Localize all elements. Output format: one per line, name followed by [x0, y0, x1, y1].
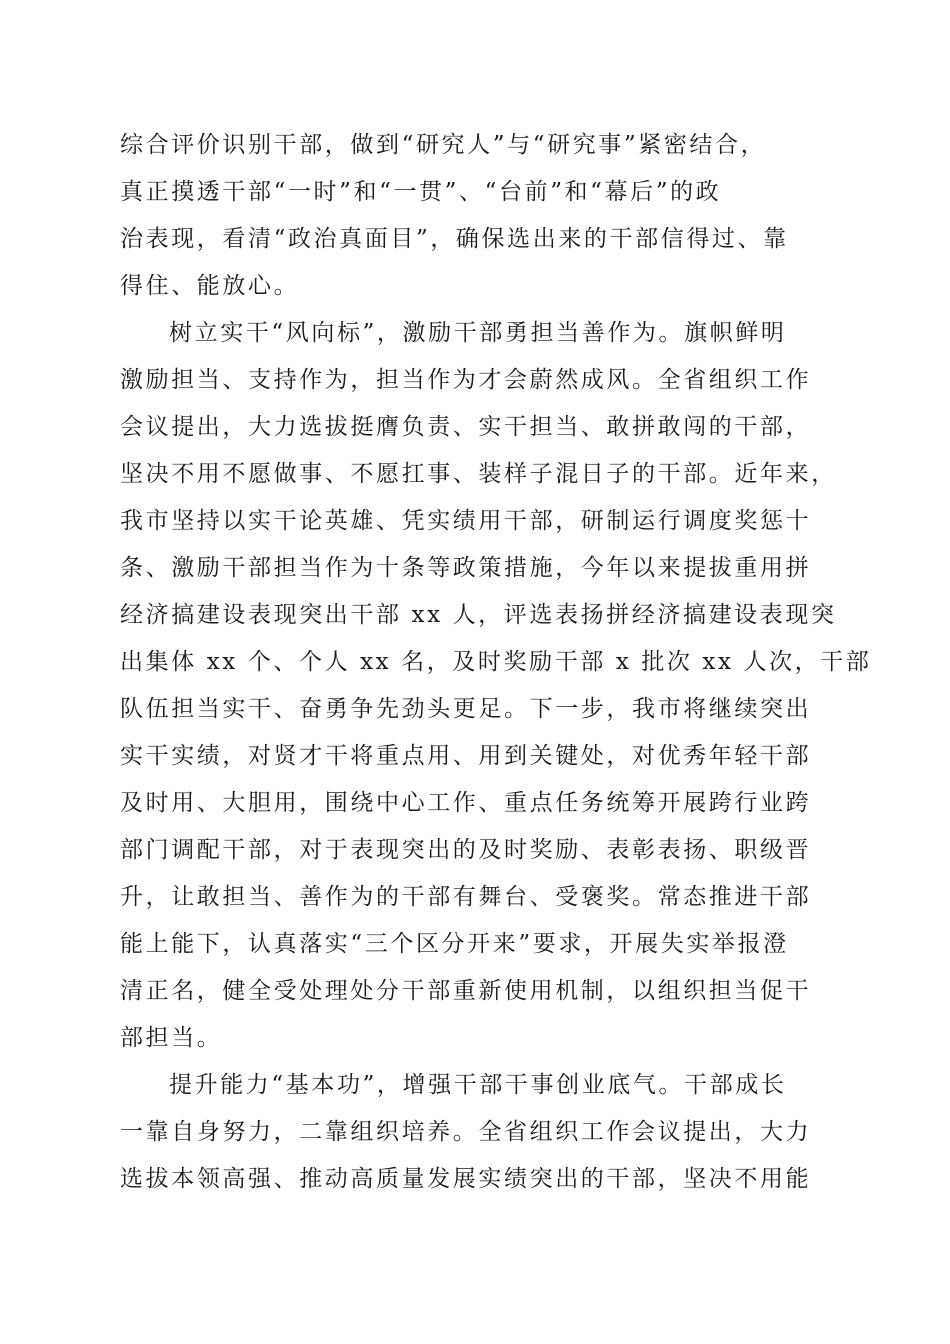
text-line: 条、激励干部担当作为十条等政策措施，今年以来提拔重用拼: [120, 555, 812, 581]
text-line: 一靠自身努力，二靠组织培养。全省组织工作会议提出，大力: [120, 1119, 812, 1145]
text-line: 得住、能放心。: [120, 273, 300, 299]
text-line: 能上能下，认真落实“三个区分开来”要求，开展失实举报澄: [120, 931, 789, 957]
text-line: 坚决不用不愿做事、不愿扛事、装样子混日子的干部。近年来，: [120, 461, 837, 487]
text-line: 会议提出，大力选拔挺膺负责、实干担当、敢拼敢闯的干部，: [120, 414, 812, 440]
text-line: 出集体 xx 个、个人 xx 名，及时奖励干部 x 批次 xx 人次，干部: [120, 649, 872, 675]
text-line: 部门调配干部，对于表现突出的及时奖励、表彰表扬、职级晋: [120, 837, 812, 863]
text-line: 升，让敢担当、善作为的干部有舞台、受褒奖。常态推进干部: [120, 884, 812, 910]
paragraph-ability: [120, 1062, 840, 1203]
text-line: 部担当。: [120, 1025, 223, 1051]
text-line: 及时用、大胆用，围绕中心工作、重点任务统筹开展跨行业跨: [120, 790, 812, 816]
paragraph-practical-work: [120, 310, 872, 1062]
paragraph-continuation: [120, 122, 840, 310]
text-line: 选拔本领高强、推动高质量发展实绩突出的干部，坚决不用能: [120, 1166, 812, 1192]
text-line: 经济搞建设表现突出干部 xx 人，评选表扬拼经济搞建设表现突: [120, 602, 837, 628]
text-line: 治表现，看清“政治真面目”，确保选出来的干部信得过、靠: [120, 226, 789, 252]
text-line: 综合评价识别干部，做到“研究人”与“研究事”紧密结合，: [120, 132, 767, 158]
text-line: 真正摸透干部“一时”和“一贯”、“台前”和“幕后”的政: [120, 179, 722, 205]
text-line: 我市坚持以实干论英雄、凭实绩用干部，研制运行调度奖惩十: [120, 508, 812, 534]
text-line: 激励担当、支持作为，担当作为才会蔚然成风。全省组织工作: [120, 367, 812, 393]
text-line: 实干实绩，对贤才干将重点用、用到关键处，对优秀年轻干部: [120, 743, 812, 769]
text-line: 提升能力“基本功”，增强干部干事创业底气。干部成长: [169, 1072, 787, 1098]
text-line: 清正名，健全受处理处分干部重新使用机制，以组织担当促干: [120, 978, 812, 1004]
document-body: [120, 122, 872, 1203]
text-line: 树立实干“风向标”，激励干部勇担当善作为。旗帜鲜明: [169, 320, 787, 346]
text-line: 队伍担当实干、奋勇争先劲头更足。下一步，我市将继续突出: [120, 696, 812, 722]
